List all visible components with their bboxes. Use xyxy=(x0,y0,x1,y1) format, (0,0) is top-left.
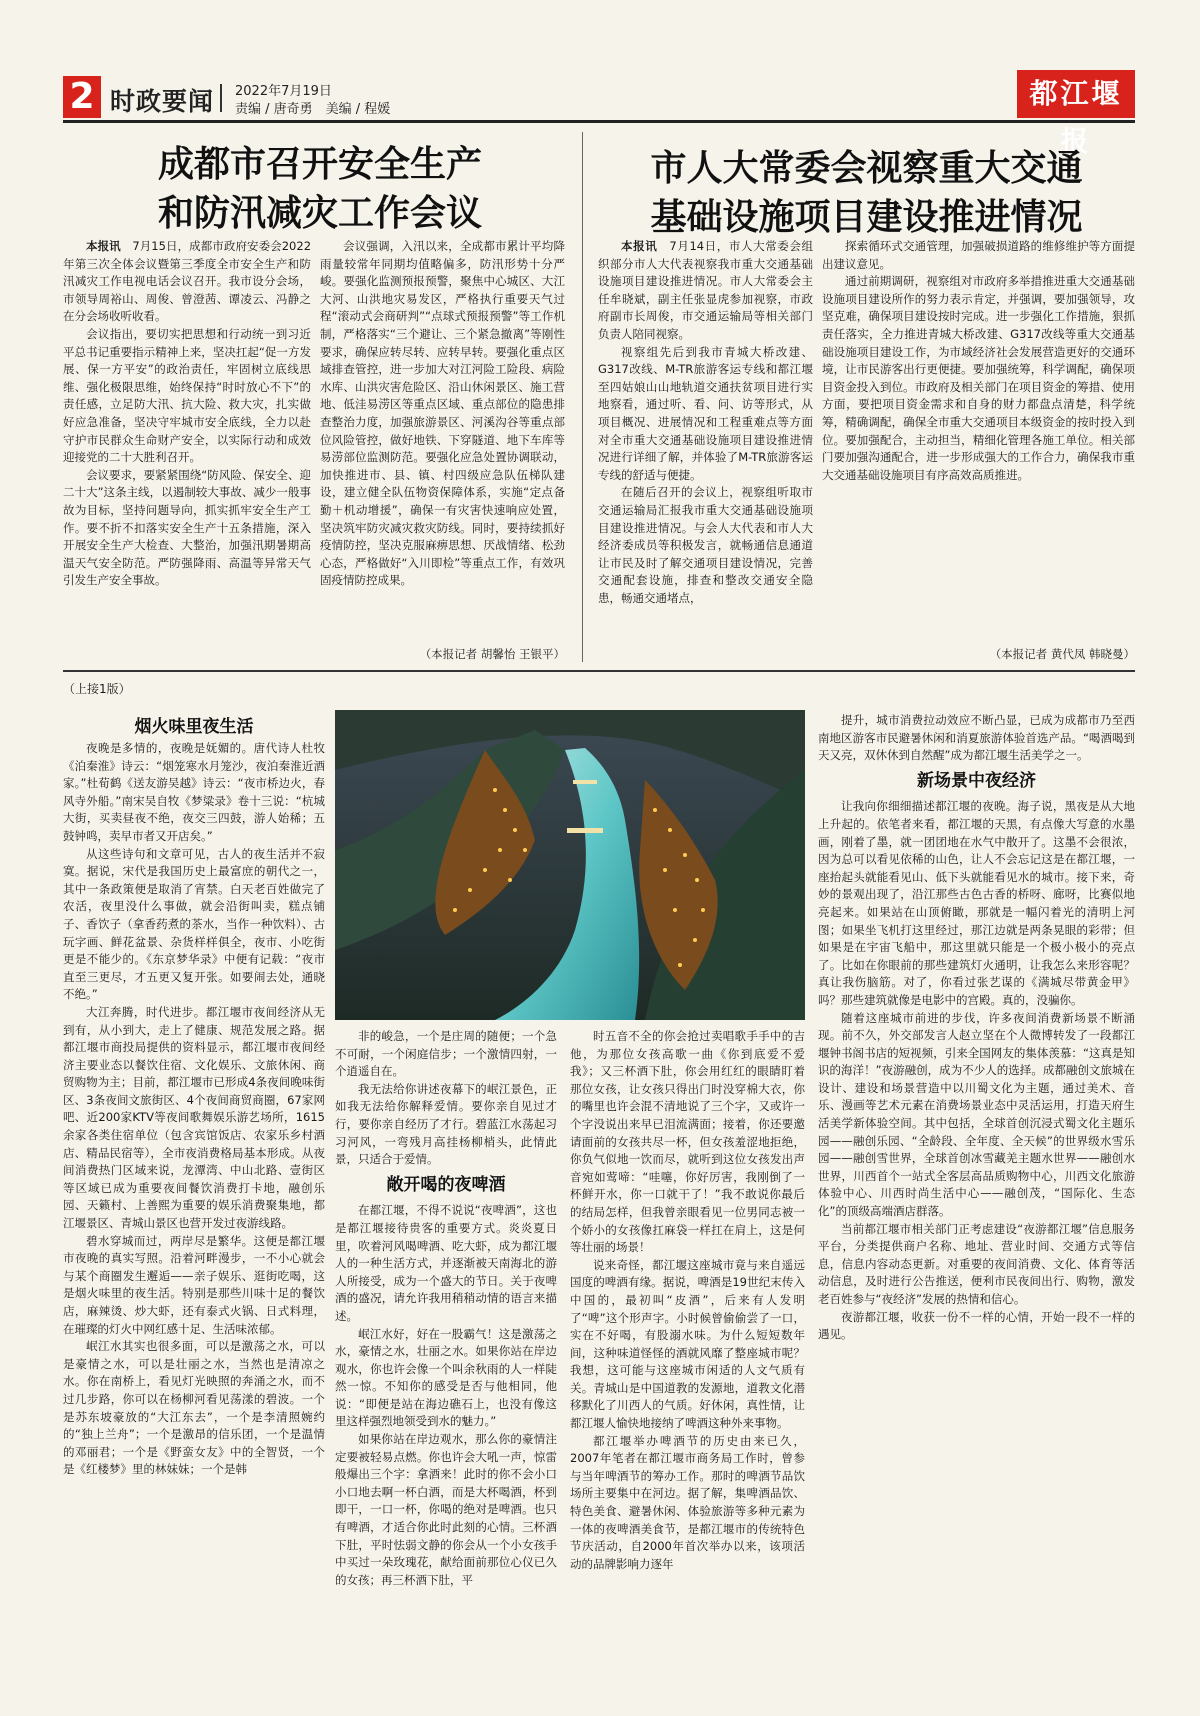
article2-lead-label: 本报讯 xyxy=(621,239,658,253)
section-title: 时政要闻 xyxy=(110,87,215,116)
feature-paragraph: 当前都江堰市相关部门正考虑建设“夜游都江堰”信息服务平台，分类提供商户名称、地址、营业时间、交通方式等信息，信息内容动态更新。对重要的夜间消费、文化、体育等活动信息，及时进行公告推送，便利市民夜间出行、购物，激发老百姓参与“夜经济”发展的热情和信心。 xyxy=(818,1221,1135,1306)
feature-paragraph: 夜游都江堰，收获一份不一样的心情，开始一段不一样的遇见。 xyxy=(818,1309,1135,1342)
feature-column-2 xyxy=(335,1028,557,1708)
page-number: 2 xyxy=(63,76,101,118)
feature-paragraph: 如果你站在岸边观水，那么你的豪情注定要被轻易点燃。你也许会大吼一声，惊雷般爆出三个字：拿酒来！此时的你不会小口小口地去啊一杯白酒，而是大杯喝酒，杯到即干，一口一杯，你喝的绝对是啤酒。也只有啤酒，才适合你此时此刻的心情。三杯酒下肚，平时怯弱文静的你会从一个小女孩手中买过一朵玫瑰花，献给面前那位心仪已久的女孩；再三杯酒下肚，平 xyxy=(335,1432,557,1587)
subhead-night-life: 烟火味里夜生活 xyxy=(134,717,254,737)
column-divider xyxy=(582,132,583,662)
article1-lead-label: 本报讯 xyxy=(86,239,121,253)
feature-paragraph: 都江堰举办啤酒节的历史由来已久，2007年笔者在都江堰市商务局工作时，曾参与当年啤酒节的筹办工作。那时的啤酒节品饮场所主要集中在河边。据了解，集啤酒品饮、特色美食、避暑休闲、体验旅游等多种元素为一体的夜啤酒美食节，是都江堰市的传统特色节庆活动，自2000年首次举办以来，该项活动的品牌影响力逐年 xyxy=(570,1433,805,1571)
section-divider xyxy=(220,84,222,112)
article1-headline-line2: 和防汛减灾工作会议 xyxy=(157,192,482,234)
feature-paragraph: 岷江水好，好在一股霸气！这是激荡之水，豪情之水，壮丽之水。如果你站在岸边观水，你也许会像一个叫余秋雨的人一样陡然一惊。不知你的感受是否与他相同，他说：“即便是站在海边礁石上，也没有像这里这样强烈地领受到水的魅力。” xyxy=(335,1326,557,1429)
article1-column-1 xyxy=(63,238,311,658)
article2-headline-line1: 市人大常委会视察重大交通 xyxy=(650,147,1083,189)
editor-credits: 责编 / 唐奇勇 美编 / 程媛 xyxy=(235,102,391,117)
feature-paragraph: 夜晚是多情的，夜晚是妩媚的。唐代诗人杜牧《泊秦淮》诗云：“烟笼寒水月笼沙，夜泊秦淮近酒家。”杜荀鹤《送友游吴越》诗云：“夜市桥边火，春风寺外船。”南宋吴自牧《梦粱录》卷十三说：“杭城大街，买卖昼夜不绝，夜交三四鼓，游人始稀；五鼓钟鸣，卖早市者又开店矣。” xyxy=(63,741,325,843)
article1-paragraph: 会议要求，要紧紧围绕“防风险、保安全、迎二十大”这条主线，以遏制较大事故、减少一般事故为目标，坚持问题导向，抓实抓牢安全生产工作。要不折不扣落实安全生产十五条措施，深入开展安全生产大检查、大整治，加强汛期暑期高温天气安全防范。严防强降雨、高温等异常天气引发生产安全事故。 xyxy=(63,467,311,588)
feature-paragraph: 让我向你细细描述都江堰的夜晚。海子说，黑夜是从大地上升起的。依笔者来看，都江堰的天黑，有点像大写意的水墨画，刚着了墨，就一团团地在水气中散开了。这墨不会很浓，因为总可以看见依稀的山色，让人不会忘记这是在都江堰，一座抬起头就能看见山、低下头就能看见水的城市。接下来，奇妙的景观出现了，沿江那些古色古香的桥呀、廊呀，比赛似地亮起来。如果站在山顶俯瞰，那就是一幅闪着光的清明上河图；如果坐飞机打这里经过，那江边就是两条晃眼的彩带；但如果是在宇宙飞船中，那这里就只能是一个极小极小的亮点了。比如在你眼前的那些建筑灯火通明，让我怎么来形容呢？真让我伤脑筋。对了，你看过张艺谋的《满城尽带黄金甲》吗？那些建筑就像是电影中的宫殿。真的，没骗你。 xyxy=(818,799,1135,1007)
article2-column-2 xyxy=(822,238,1135,648)
feature-paragraph: 岷江水其实也很多面，可以是激荡之水，可以是豪情之水，可以是壮丽之水，当然也是清凉之水。你在南桥上，看见灯光映照的奔涌之水，而不过几步路，你可以在杨柳河看见荡漾的碧波。一个是苏东坡豪放的“大江东去”，一个是李清照婉约的“独上兰舟”；一个是激昂的信乐团，一个是温情的邓丽君；一个是《野蛮女友》中的全智贤，一个是《红楼梦》里的林妹妹；一个是韩 xyxy=(63,1339,325,1477)
article2-paragraph: 视察组先后到我市青城大桥改建、G317改线、M-TR旅游客运专线和都江堰至四姑娘山山地轨道交通扶贫项目进行实地察看，通过听、看、问、访等形式，从项目概况、进展情况和工程重难点等方面对全市重大交通基础设施项目建设推进情况进行详细了解，并体验了M-TR旅游客运专线的舒适与便捷。 xyxy=(598,344,813,482)
article1-headline-line1: 成都市召开安全生产 xyxy=(157,143,482,185)
feature-paragraph: 时五音不全的你会抢过卖唱歌手手中的吉他，为那位女孩高歌一曲《你到底爱不爱我》；又三杯酒下肚，你会用红红的眼睛盯着那位女孩，让女孩只得出门时没穿棉大衣，你的嘴里也许会混不清地说了三个字，又或许一个字没说出来早已泪流满面；接着，你还要邀请面前的女孩共尽一杯，但女孩羞涩地拒绝，你负气似地一饮而尽，就听到这位女孩发出声音宛如莺啼：“哇噻，你好厉害，我刚倒了一杯鲜开水，你一口就干了！”我不敢说你最后的结局怎样，但我曾亲眼看见一位男同志被一个娇小的女孩像扛麻袋一样扛在肩上，这是何等壮丽的场景！ xyxy=(570,1029,805,1255)
feature-column-4 xyxy=(818,712,1135,1708)
subhead-night-economy: 新场景中夜经济 xyxy=(917,770,1036,791)
article2-paragraph: 在随后召开的会议上，视察组听取市交通运输局汇报我市重大交通基础设施项目建设推进情况。与会人大代表和市人大经济委成员等积极发言，就畅通信息通道让市民及时了解交通项目建设情况，完善交通配套设施，排查和整改交通安全隐患，畅通交通堵点， xyxy=(598,485,813,605)
article1-column-2 xyxy=(320,238,565,648)
feature-paragraph: 在都江堰，不得不说说“夜啤酒”，这也是都江堰接待贵客的重要方式。炎炎夏日里，吹着河风喝啤酒、吃大虾，成为都江堰人的一种生活方式，并逐渐被天南海北的游人所接受，成为一个盛大的节日。关于夜啤酒的盛况，请允许我用稍稍动情的语言来描述。 xyxy=(335,1203,557,1323)
article2-paragraph: 7月14日，市人大常委会组织部分市人大代表视察我市重大交通基础设施项目建设推进情况。市人大常委会主任牟晓斌，副主任张显虎参加视察，市政府副市长周俊，市交通运输局等相关部门负责人陪同视察。 xyxy=(598,239,813,341)
feature-paragraph: 非的峻急，一个是庄周的随便；一个急不可耐，一个闲庭信步；一个激情四射，一个逍遥自在。 xyxy=(335,1029,557,1079)
night-river-photo xyxy=(335,710,805,1020)
article2-paragraph: 探索循环式交通管理，加强破损道路的维修维护等方面提出建议意见。 xyxy=(822,239,1135,271)
article1-paragraph: 会议指出，要切实把思想和行动统一到习近平总书记重要指示精神上来，坚决扛起“促一方发展、保一方平安”的政治责任，牢固树立底线思维、强化极限思维，始终保持“时时放心不下”的责任感，立足防大汛、抗大险、救大灾，扎实做好应急准备，坚决守牢城市安全底线，全力以赴守护市民群众生命财产安全，以实际行动和成效迎接党的二十大胜利召开。 xyxy=(63,326,311,465)
article2-headline-line2: 基础设施项目建设推进情况 xyxy=(650,196,1083,238)
header-rule xyxy=(63,120,1135,123)
feature-paragraph: 提升，城市消费拉动效应不断凸显，已成为成都市乃至西南地区游客市民避暑休闲和消夏旅游体验首选产品。“喝酒喝到天又亮，双休休到自然醒”成为都江堰生活美学之一。 xyxy=(818,713,1135,763)
article2-column-1 xyxy=(598,238,813,658)
feature-paragraph: 碧水穿城而过，两岸尽是繁华。这便是都江堰市夜晚的真实写照。沿着河畔漫步，一不小心就会与某个商圈发生邂逅——亲子娱乐、逛街吃喝，这是烟火味里的夜生活。特别是那些川味十足的餐饮店，麻辣烫、炒大虾，还有泰式火锅、日式料理，在璀璨的灯火中网红感十足、生活味浓郁。 xyxy=(63,1233,325,1336)
feature-column-1 xyxy=(63,740,325,1708)
night-river-photo-art xyxy=(335,710,805,1020)
article1-paragraph: 会议强调，入汛以来，全成都市累计平均降雨量较常年同期均值略偏多，防汛形势十分严峻。要强化监测预报预警，聚焦中心城区、大江大河、山洪地灾易发区，严格执行重要天气过程“滚动式会商研判”“点球式预报预警”等工作机制，严格落实“三个避让、三个紧急撤离”等刚性要求，确保应转尽转、应转早转。要强化重点区域排查管控，进一步加大对江河险工险段、病险水库、山洪灾害危险区、沿山休闲景区、施工营地、低洼易涝区等重点区域、重点部位的隐患排查整治力度，加强旅游景区、河溪沟谷等重点部位风险管控，做好地铁、下穿隧道、地下车库等易涝部位监测防范。要强化应急处置协调联动，加快推进市、县、镇、村四级应急队伍梯队建设，建立健全队伍物资保障体系，实施“定点备勤＋机动增援”，确保一有灾害快速响应处置，坚决筑牢防灾减灾救灾防线。同时，要持续抓好疫情防控，坚决克服麻痹思想、厌战情绪、松劲心态，严格做好“入川即检”等重点工作，有效巩固疫情防控成果。 xyxy=(320,239,565,588)
continued-from-note: （上接1版） xyxy=(63,682,131,696)
article2-byline: （本报记者 黄代凤 韩晓曼） xyxy=(989,647,1135,661)
article2-headline xyxy=(598,144,1135,242)
feature-column-3 xyxy=(570,1028,805,1708)
issue-date: 2022年7月19日 xyxy=(235,84,332,99)
feature-paragraph: 从这些诗句和文章可见，古人的夜生活并不寂寞。据说，宋代是我国历史上最富庶的朝代之一，其中一条政策便是取消了宵禁。白天老百姓做完了农活，夜里没什么事做，就会沿街叫卖，糕点铺子、香饮子（拿香药煮的茶水，当作一种饮料）、古玩字画、鲜花盆景、杂货样样俱全，夜市、小吃街更是不能少的。《东京梦华录》中便有记载：“夜市直至三更尽，才五更又复开张。如要闹去处，通晓不绝。” xyxy=(63,846,325,1002)
subhead-night-beer: 敞开喝的夜啤酒 xyxy=(386,1174,506,1195)
article1-byline: （本报记者 胡馨怡 王银平） xyxy=(419,647,565,661)
feature-paragraph: 大江奔腾，时代进步。都江堰市夜间经济从无到有，从小到大，走上了健康、规范发展之路。据都江堰市商投局提供的资料显示，都江堰市夜间经济主要业态以餐饮住宿、文化娱乐、文旅休闲、商贸购物为主；目前，都江堰市已形成4条夜间晚味街区、3条夜间文旅街区、4个夜间商贸商圈，67家网吧、近200家KTV等夜间歌舞娱乐游艺场所，1615余家各类住宿单位（包含宾馆饭店、农家乐乡村酒店、精品民宿等），全市夜消费格局基本形成。从夜间消费热门区域来说，龙潭湾、中山北路、壹街区等区域已成为重要夜间餐饮消费打卡地，融创乐园、天籁村、上善熙为重要的娱乐消费聚集地，都江堰景区、青城山景区也营开发过夜游线路。 xyxy=(63,1004,325,1231)
article2-paragraph: 通过前期调研，视察组对市政府多举措推进重大交通基础设施项目建设所作的努力表示肯定，并强调，要加强领导，攻坚克难，确保项目建设按时完成。进一步强化工作措施，狠抓责任落实，全力推进青城大桥改建、G317改线等重大交通基础设施项目建设工作，为市域经济社会发展营造更好的交通环境，让市民游客出行更便捷。要加强统筹，科学调配，确保项目资金投入到位。市政府及相关部门在项目资金的筹措、使用方面，要把项目资金需求和自身的财力都盘点清楚，科学统筹，精确调配，确保全市重大交通项目本级资金的按时投入到位。要加强配合，主动担当，精细化管理各施工单位。相关部门要加强沟通配合，进一步形成强大的工作合力，确保我市重大交通基础设施项目有序高效高质推进。 xyxy=(822,274,1135,482)
newspaper-masthead: 都江堰报 xyxy=(1017,70,1135,118)
feature-paragraph: 随着这座城市前进的步伐，许多夜间消费新场景不断涌现。前不久，外交部发言人赵立坚在个人微博转发了一段都江堰钟书阁书店的短视频，引来全国网友的集体羡慕：“这真是知识的海洋！”夜游融创，成为不少人的选择。成都融创文旅城在设计、建设和场景营造中以川蜀文化为主题，通过美术、音乐、漫画等艺术元素在消费场景业态中灵活运用，打造天府生活美学新体验空间。其中包括，全球首创沉浸式蜀文化主题乐园——融创乐园、“全龄段、全年度、全天候”的世界级水雪乐园——融创雪世界，全球首创冰雪藏羌主题水世界——融创水世界，川西首个一站式全客层高品质购物中心，川西文化旅游体验中心、川西时尚生活中心——融创茂，“国际化、生态化”的顶级高端酒店群落。 xyxy=(818,1010,1135,1219)
section-rule xyxy=(63,670,1135,672)
article1-headline xyxy=(85,140,555,238)
article1-paragraph: 7月15日，成都市政府安委会2022年第三次全体会议暨第三季度全市安全生产和防汛减灾工作电视电话会议召开。我市设分会场，市领导周裕山、周俊、曾澄茜、谭凌云、冯静之在分会场收听收看。 xyxy=(63,239,311,324)
feature-paragraph: 我无法给你讲述夜幕下的岷江景色，正如我无法给你解释爱情。要你亲自见过才行，要你亲自经历了才行。碧蓝江水荡起习习河风，一弯残月高挂杨柳梢头，此情此景，只适合于爱情。 xyxy=(335,1081,557,1167)
feature-paragraph: 说来奇怪，都江堰这座城市竟与来自遥远国度的啤酒有缘。据说，啤酒是19世纪末传入中国的，最初叫“皮酒”，后来有人发明了“啤”这个形声字。小时候曾偷偷尝了一口，实在不好喝，有股溺水味。为什么短短数年间，这种味道怪怪的酒就风靡了整座城市呢？我想，这可能与这座城市闲适的人文气质有关。青城山是中国道教的发源地，道教文化潜移默化了川西人的气质。好休闲，真性情，让都江堰人愉快地接纳了啤酒这种外来事物。 xyxy=(570,1257,805,1431)
